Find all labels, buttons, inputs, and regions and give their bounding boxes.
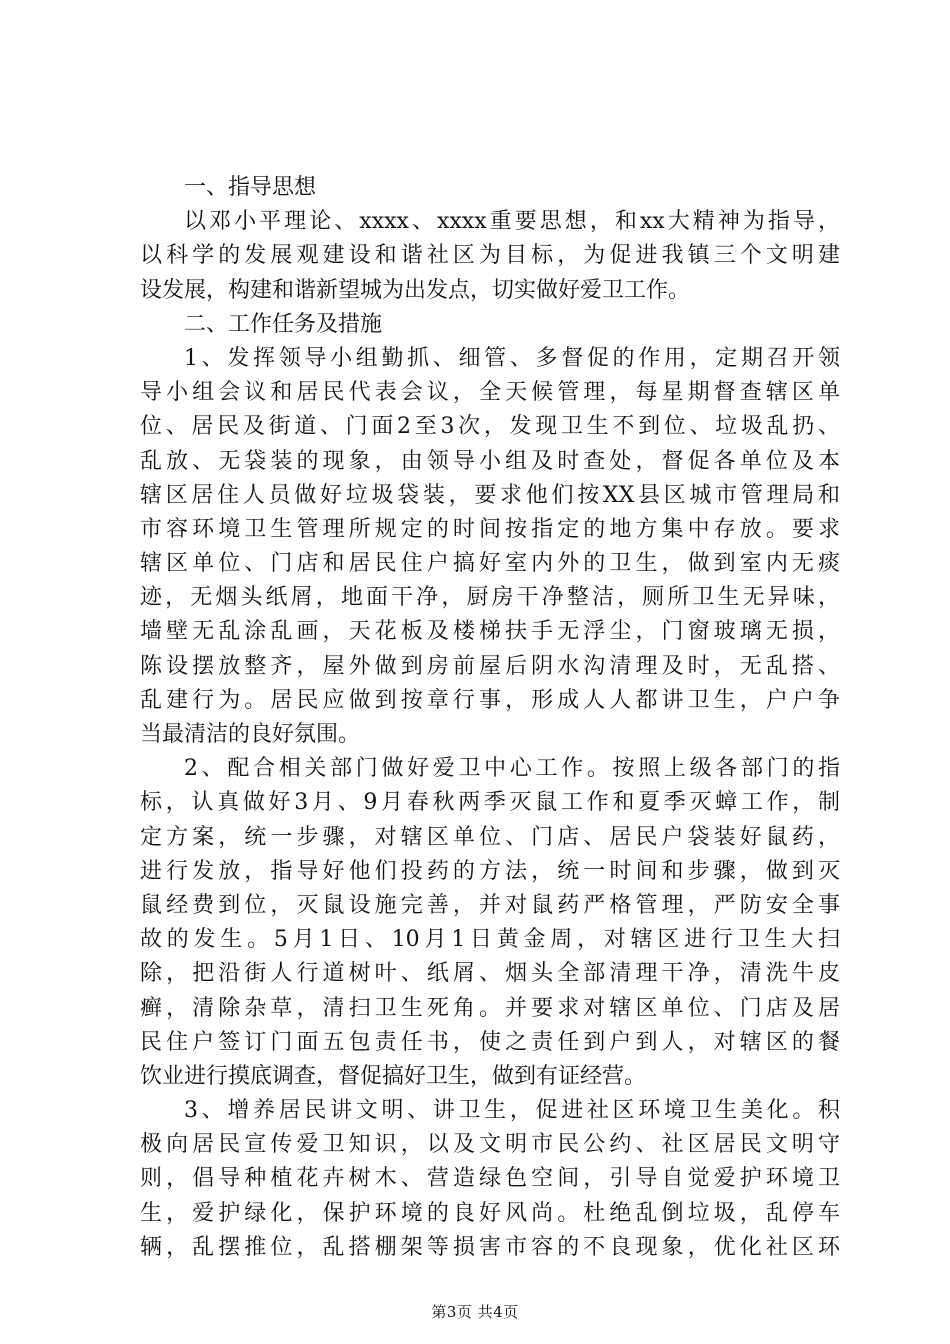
text-line: 设发展，构建和谐新望城为出发点，切实做好爱卫工作。 — [140, 277, 691, 303]
text-line: 市容环境卫生管理所规定的时间按指定的地方集中存放。要求 — [140, 516, 840, 542]
text-line: 1、发挥领导小组勤抓、细管、多督促的作用，定期召开领 — [184, 345, 840, 371]
text-line: 3、增养居民讲文明、讲卫生，促进社区环境卫生美化。积 — [184, 1098, 840, 1124]
text-line: 以科学的发展观建设和谐社区为目标，为促进我镇三个文明建 — [140, 243, 840, 269]
text-line: 除，把沿街人行道树叶、纸屑、烟头全部清理干净，清洗牛皮 — [140, 961, 840, 987]
text-line: 极向居民宣传爱卫知识，以及文明市民公约、社区居民文明守 — [140, 1132, 840, 1158]
text-line: 墙壁无乱涂乱画，天花板及楼梯扶手无浮尘，门窗玻璃无损， — [140, 619, 840, 645]
page-number-footer: 第3页 共4页 — [431, 1303, 519, 1321]
text-line: 则，倡导种植花卉树木、营造绿色空间，引导自觉爱护环境卫 — [140, 1166, 840, 1192]
text-line: 导小组会议和居民代表会议，全天候管理，每星期督查辖区单 — [140, 380, 840, 406]
text-line: 标，认真做好3月、9月春秋两季灭鼠工作和夏季灭蟑工作，制 — [140, 790, 840, 816]
text-line: 民住户签订门面五包责任书，使之责任到户到人，对辖区的餐 — [140, 1029, 840, 1055]
body-text — [140, 171, 840, 1265]
section-heading-tasks-measures: 二、工作任务及措施 — [184, 311, 383, 337]
text-line: 辖区单位、门店和居民住户搞好室内外的卫生，做到室内无痰 — [140, 551, 840, 577]
text-line: 乱放、无袋装的现象，由领导小组及时查处，督促各单位及本 — [140, 448, 840, 474]
text-line: 迹，无烟头纸屑，地面干净，厨房干净整洁，厕所卫生无异味， — [140, 585, 840, 611]
text-line: 以邓小平理论、xxxx、xxxx重要思想，和xx大精神为指导， — [184, 209, 840, 235]
text-line: 饮业进行摸底调查，督促搞好卫生，做到有证经营。 — [140, 1063, 647, 1089]
text-line: 乱建行为。居民应做到按章行事，形成人人都讲卫生，户户争 — [140, 687, 840, 713]
text-line: 定方案，统一步骤，对辖区单位、门店、居民户袋装好鼠药， — [140, 824, 840, 850]
text-line: 陈设摆放整齐，屋外做到房前屋后阴水沟清理及时，无乱搭、 — [140, 653, 840, 679]
section-heading-guiding-ideology: 一、指导思想 — [184, 175, 317, 200]
text-line: 进行发放，指导好他们投药的方法，统一时间和步骤，做到灭 — [140, 858, 840, 884]
text-line: 辆，乱摆推位，乱搭棚架等损害市容的不良现象，优化社区环 — [140, 1234, 840, 1260]
text-line: 位、居民及街道、门面2至3次，发现卫生不到位、垃圾乱扔、 — [140, 414, 840, 440]
text-line: 故的发生。5月1日、10月1日黄金周，对辖区进行卫生大扫 — [140, 927, 840, 953]
text-line: 癣，清除杂草，清扫卫生死角。并要求对辖区单位、门店及居 — [140, 995, 840, 1021]
text-line: 辖区居住人员做好垃圾袋装，要求他们按XX县区城市管理局和 — [140, 482, 840, 508]
text-line: 2、配合相关部门做好爱卫中心工作。按照上级各部门的指 — [184, 756, 840, 782]
text-line: 鼠经费到位，灭鼠设施完善，并对鼠药严格管理，严防安全事 — [140, 892, 840, 918]
text-line: 当最清洁的良好氛围。 — [140, 722, 361, 747]
text-line: 生，爱护绿化，保护环境的良好风尚。杜绝乱倒垃圾，乱停车 — [140, 1200, 840, 1226]
